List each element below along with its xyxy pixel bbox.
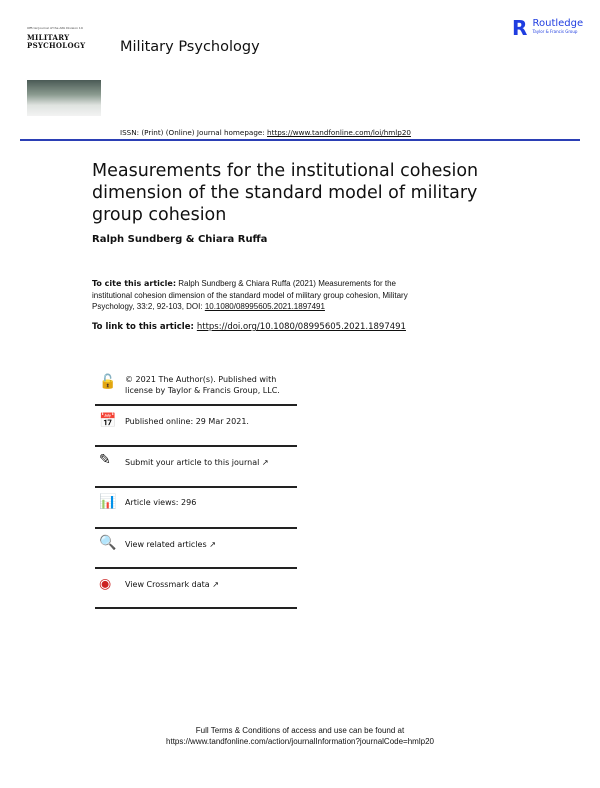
logo-tagline: Official Journal of the APA Division 19: [27, 26, 83, 30]
footer-link[interactable]: https://www.tandfonline.com/action/journalInformation?journalCode=hmlp20: [166, 737, 434, 746]
external-link-icon: ↗: [212, 580, 219, 589]
divider: [95, 404, 297, 406]
issn-label: ISSN: (Print) (Online) Journal homepage:: [120, 128, 268, 137]
footer: [0, 725, 600, 747]
calendar-icon: 📅: [99, 413, 117, 429]
journal-title: Military Psychology: [120, 39, 260, 55]
edit-icon: ✎: [99, 452, 111, 468]
divider: [95, 527, 297, 529]
crossmark-text[interactable]: View Crossmark data: [125, 580, 210, 589]
publisher-name: Routledge: [532, 18, 584, 29]
open-access-icon: 🔓: [99, 374, 117, 390]
divider: [95, 607, 297, 609]
license-text: © 2021 The Author(s). Published with license by Taylor & Francis Group, LLC.: [125, 375, 280, 395]
divider: [95, 567, 297, 569]
crossmark-icon: ◉: [99, 576, 112, 592]
article-authors: Ralph Sundberg & Chiara Ruffa: [92, 234, 268, 245]
divider: [95, 445, 297, 447]
related-articles-icon: 🔍: [99, 535, 117, 551]
related-text[interactable]: View related articles: [125, 540, 207, 549]
bar-chart-icon: 📊: [99, 494, 117, 510]
footer-line: Full Terms & Conditions of access and use can be found at: [195, 726, 405, 735]
publisher-sub: Taylor & Francis Group: [532, 29, 578, 34]
citation: [92, 278, 432, 313]
submit-text[interactable]: Submit your article to this journal: [125, 458, 260, 467]
link-label: To link to this article:: [92, 322, 197, 332]
journal-homepage-link[interactable]: https://www.tandfonline.com/loi/hmlp20: [267, 128, 411, 137]
issn-line: [120, 128, 411, 137]
external-link-icon: ↗: [209, 540, 216, 549]
doi-link[interactable]: 10.1080/08995605.2021.1897491: [204, 302, 325, 311]
article-link-line: [92, 322, 406, 332]
views-text: Article views: 296: [125, 498, 197, 507]
routledge-r-icon: R: [512, 16, 528, 40]
divider: [95, 486, 297, 488]
publisher-logo: [512, 18, 583, 38]
cite-text: Ralph Sundberg & Chiara Ruffa (2021) Measurements for the institutional cohesion dimension of the standard model of military group cohesion, Military Psychology, 33:2, 92-103, DOI:: [92, 279, 408, 311]
header-divider: [20, 139, 580, 141]
journal-logo: MILITARY PSYCHOLOGY: [27, 33, 86, 50]
published-text: Published online: 29 Mar 2021.: [125, 417, 249, 426]
cite-label: To cite this article:: [92, 279, 177, 288]
cover-image: [27, 80, 101, 116]
external-link-icon: ↗: [261, 458, 269, 467]
article-link[interactable]: https://doi.org/10.1080/08995605.2021.1897491: [196, 322, 406, 332]
article-title: Measurements for the institutional cohesion dimension of the standard model of military group cohesion: [92, 161, 479, 225]
